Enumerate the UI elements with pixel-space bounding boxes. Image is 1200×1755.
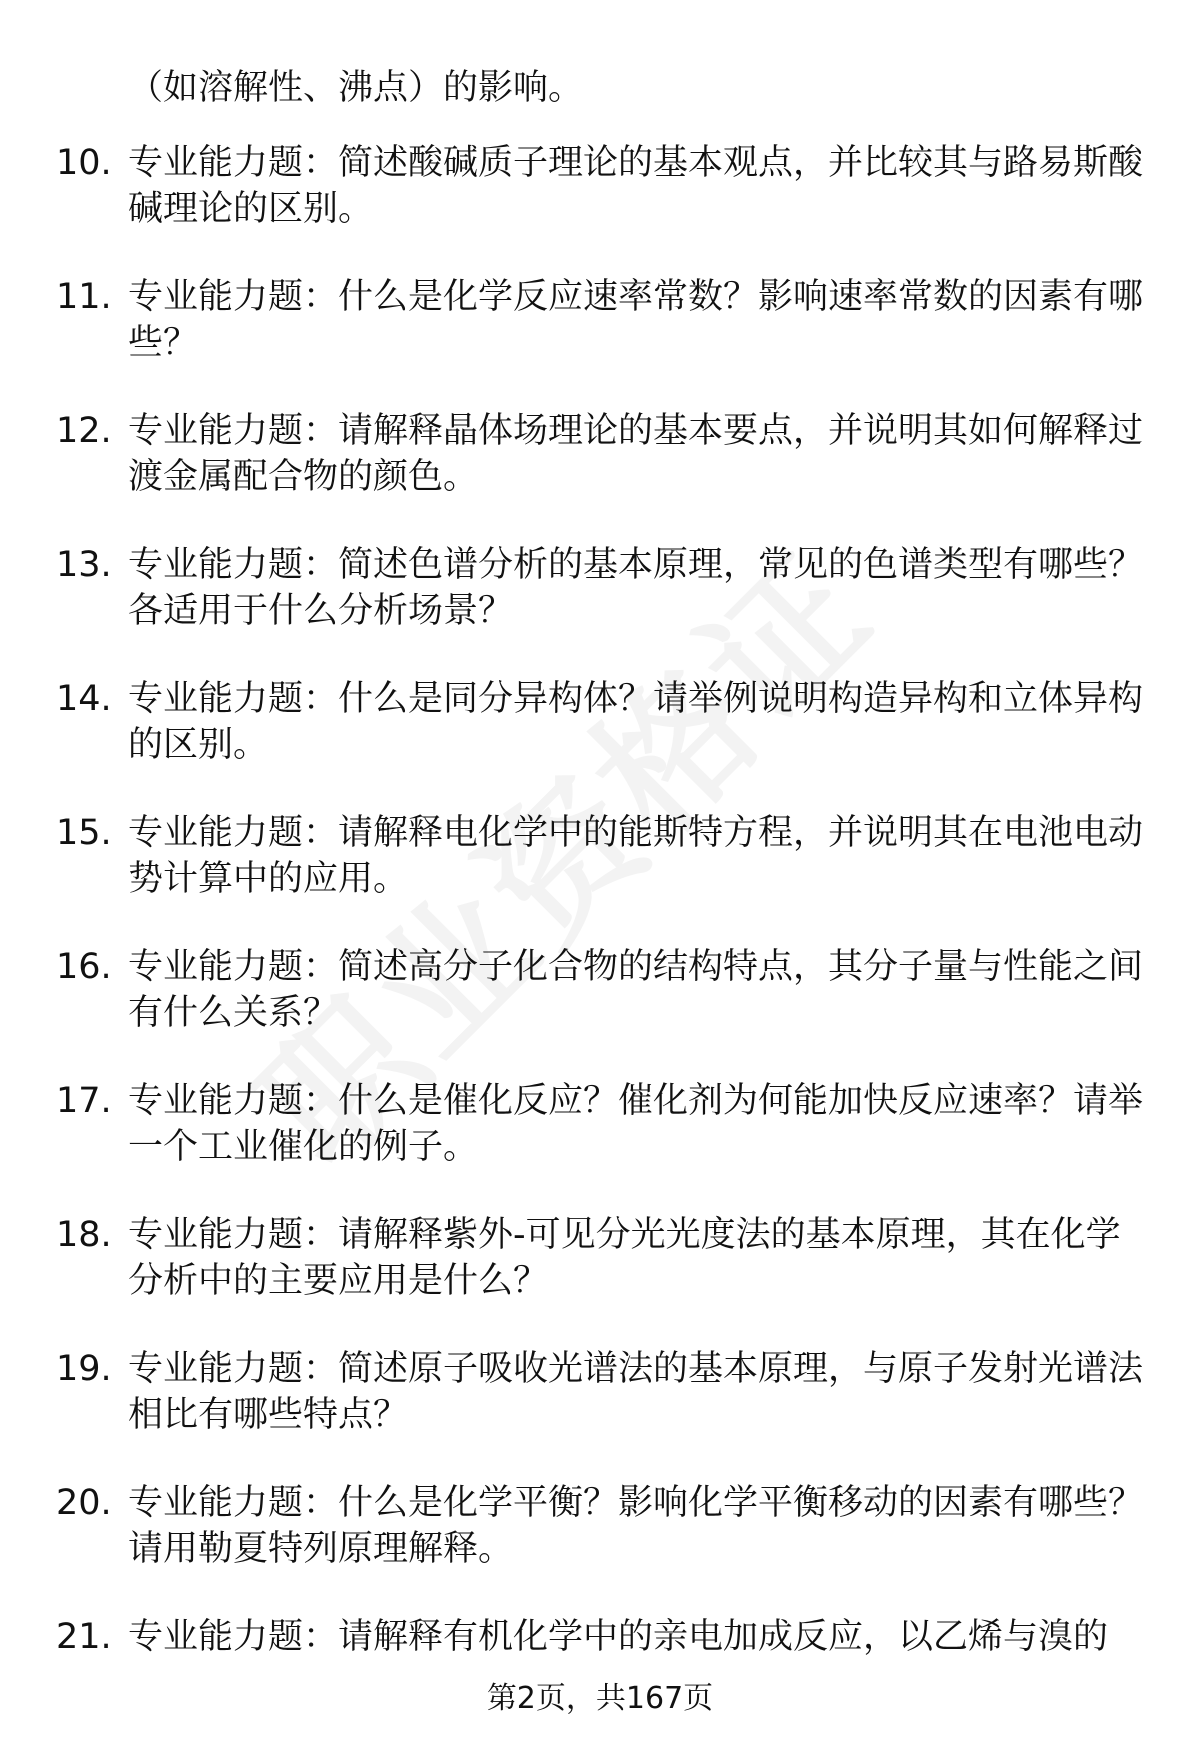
question-number: 18. — [56, 1215, 112, 1255]
question-number: 20. — [56, 1483, 112, 1523]
question-item — [0, 676, 1200, 768]
question-number: 10. — [56, 143, 112, 183]
question-number: 11. — [56, 277, 112, 317]
question-number: 19. — [56, 1349, 112, 1389]
question-text: 专业能力题：简述色谱分析的基本原理，常见的色谱类型有哪些？各适用于什么分析场景？ — [128, 545, 1144, 631]
question-text: 专业能力题：简述原子吸收光谱法的基本原理，与原子发射光谱法相比有哪些特点？ — [128, 1349, 1144, 1435]
question-item — [0, 1614, 1200, 1660]
question-list — [0, 140, 1200, 1702]
question-text: 专业能力题：请解释电化学中的能斯特方程，并说明其在电池电动势计算中的应用。 — [128, 813, 1144, 899]
question-text: 专业能力题：简述高分子化合物的结构特点，其分子量与性能之间有什么关系？ — [128, 947, 1144, 1033]
question-number: 16. — [56, 947, 112, 987]
question-number: 15. — [56, 813, 112, 853]
page-footer: 第2页，共167页 — [486, 1681, 714, 1716]
question-text: 专业能力题：请解释紫外-可见分光光度法的基本原理，其在化学分析中的主要应用是什么？ — [128, 1215, 1121, 1301]
question-text: 专业能力题：什么是催化反应？催化剂为何能加快反应速率？请举一个工业催化的例子。 — [128, 1081, 1144, 1167]
question-text: 专业能力题：什么是化学反应速率常数？影响速率常数的因素有哪些？ — [128, 277, 1144, 363]
question-text: 专业能力题：什么是同分异构体？请举例说明构造异构和立体异构的区别。 — [128, 679, 1144, 765]
question-text: 专业能力题：简述酸碱质子理论的基本观点，并比较其与路易斯酸碱理论的区别。 — [128, 143, 1144, 229]
continuation-text: （如溶解性、沸点）的影响。 — [128, 68, 584, 108]
question-item — [0, 1212, 1200, 1304]
question-item — [0, 274, 1200, 366]
question-number: 12. — [56, 411, 112, 451]
question-text: 专业能力题：请解释晶体场理论的基本要点，并说明其如何解释过渡金属配合物的颜色。 — [128, 411, 1144, 497]
question-item — [0, 1078, 1200, 1170]
question-text: 专业能力题：请解释有机化学中的亲电加成反应，以乙烯与溴的 — [128, 1617, 1109, 1657]
question-number: 21. — [56, 1617, 112, 1657]
question-item — [0, 1480, 1200, 1572]
question-item — [0, 140, 1200, 232]
question-item — [0, 810, 1200, 902]
question-item — [0, 944, 1200, 1036]
question-item — [0, 408, 1200, 500]
question-number: 13. — [56, 545, 112, 585]
question-number: 14. — [56, 679, 112, 719]
question-item — [0, 1346, 1200, 1438]
question-text: 专业能力题：什么是化学平衡？影响化学平衡移动的因素有哪些？请用勒夏特列原理解释。 — [128, 1483, 1144, 1569]
question-number: 17. — [56, 1081, 112, 1121]
question-item — [0, 542, 1200, 634]
